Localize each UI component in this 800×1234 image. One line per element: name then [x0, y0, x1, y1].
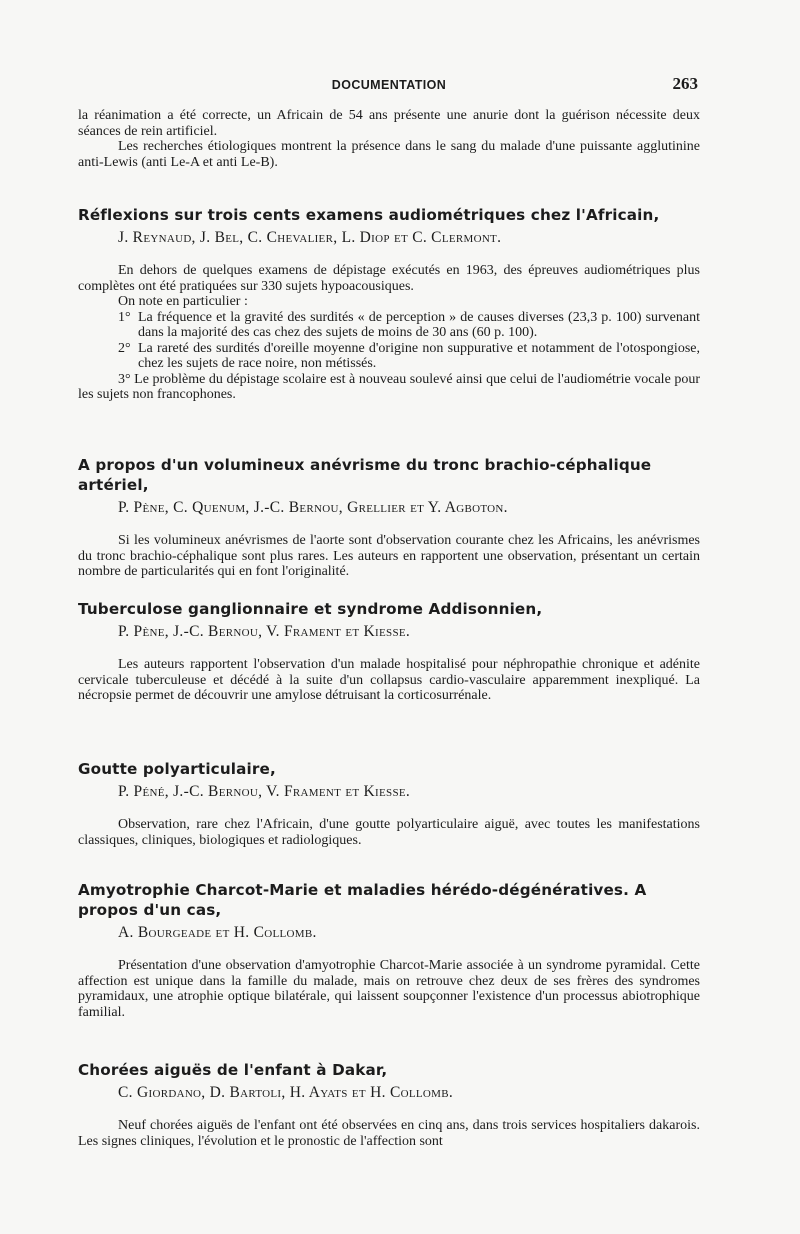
intro-paragraph-1: la réanimation a été correcte, un Africain de 54 ans présente une anurie dont la guérison nécessite deux séances de rein artificiel.	[78, 108, 700, 139]
article-title: A propos d'un volumineux anévrisme du tronc brachio-céphalique artériel,	[78, 456, 652, 494]
list-number: 2°	[118, 340, 131, 356]
article-title: Chorées aiguës de l'enfant à Dakar,	[78, 1061, 388, 1079]
article-authors: C. Giordano, D. Bartoli, H. Ayats et H. Collomb.	[118, 1084, 454, 1101]
article-chorees	[78, 1060, 700, 1149]
article-goutte	[78, 759, 700, 848]
article-authors: J. Reynaud, J. Bel, C. Chevalier, L. Diop et C. Clermont.	[118, 229, 502, 246]
article-paragraph: En dehors de quelques examens de dépistage exécutés en 1963, des épreuves audiométriques plus complètes ont été pratiquées sur 330 sujets hypoacousiques.	[78, 263, 700, 294]
running-header	[78, 74, 700, 96]
article-paragraph: Les auteurs rapportent l'observation d'un malade hospitalisé pour néphropathie chronique et adénite cervicale tuberculeuse et décédé à la suite d'un collapsus cardio-vasculaire apparemment inexpliqué. La nécropsie permet de découvrir une amylose détruisant la corticosurrénale.	[78, 657, 700, 703]
list-number: 1°	[118, 309, 131, 325]
list-item	[78, 341, 700, 372]
article-tuberculose	[78, 599, 700, 704]
article-paragraph: Neuf chorées aiguës de l'enfant ont été observées en cinq ans, dans trois services hospitaliers dakarois. Les signes cliniques, l'évolution et le pronostic de l'affection sont	[78, 1118, 700, 1149]
article-authors: A. Bourgeade et H. Collomb.	[118, 924, 317, 941]
article-title: Amyotrophie Charcot-Marie et maladies hérédo-dégénératives. A propos d'un cas,	[78, 881, 647, 919]
article-title: Réflexions sur trois cents examens audiométriques chez l'Africain,	[78, 206, 660, 224]
article-body	[78, 263, 700, 403]
list-item	[78, 310, 700, 341]
article-authors: P. Pène, J.-C. Bernou, V. Frament et Kiesse.	[118, 623, 411, 640]
article-amyotrophie	[78, 880, 700, 1020]
page-number: 263	[672, 74, 698, 93]
article-paragraph: Si les volumineux anévrismes de l'aorte sont d'observation courante chez les Africains, les anévrismes du tronc brachio-céphalique sont plus rares. Les auteurs en rapportent une observation, présentant un certain nombre de particularités qui en font l'originalité.	[78, 533, 700, 579]
article-body	[78, 958, 700, 1020]
article-authors: P. Péné, J.-C. Bernou, V. Frament et Kiesse.	[118, 783, 411, 800]
article-anevrisme	[78, 455, 700, 580]
article-audiometrie	[78, 205, 700, 403]
article-paragraph: Présentation d'une observation d'amyotrophie Charcot-Marie associée à un syndrome pyramidal. Cette affection est unique dans la famille du malade, mais on retrouve chez deux de ses frères des syndromes pyramidaux, une atrophie optique bilatérale, qui laissent soupçonner l'existence d'un processus abiotrophique familial.	[78, 958, 700, 1020]
article-title: Goutte polyarticulaire,	[78, 760, 276, 778]
article-body	[78, 533, 700, 580]
list-text: La rareté des surdités d'oreille moyenne d'origine non suppurative et notamment de l'otospongiose, chez les sujets de race noire, non métissés.	[138, 340, 700, 371]
article-authors: P. Pène, C. Quenum, J.-C. Bernou, Grellier et Y. Agboton.	[118, 499, 508, 516]
intro-continuation	[78, 108, 700, 170]
article-body	[78, 817, 700, 848]
running-title: DOCUMENTATION	[331, 78, 447, 92]
list-text: La fréquence et la gravité des surdités « de perception » de causes diverses (23,3 p. 100) survenant dans la majorité des cas chez des sujets de moins de 30 ans (60 p. 100).	[138, 309, 700, 340]
intro-paragraph-2: Les recherches étiologiques montrent la présence dans le sang du malade d'une puissante agglutinine anti-Lewis (anti Le-A et anti Le-B).	[78, 139, 700, 170]
article-body	[78, 657, 700, 704]
article-list-lead: On note en particulier :	[118, 294, 248, 309]
article-body	[78, 1118, 700, 1149]
article-title: Tuberculose ganglionnaire et syndrome Addisonnien,	[78, 600, 543, 618]
article-paragraph: Observation, rare chez l'Africain, d'une goutte polyarticulaire aiguë, avec toutes les manifestations classiques, cliniques, biologiques et radiologiques.	[78, 817, 700, 848]
article-paragraph: 3° Le problème du dépistage scolaire est à nouveau soulevé ainsi que celui de l'audiométrie vocale pour les sujets non francophones.	[78, 371, 700, 402]
